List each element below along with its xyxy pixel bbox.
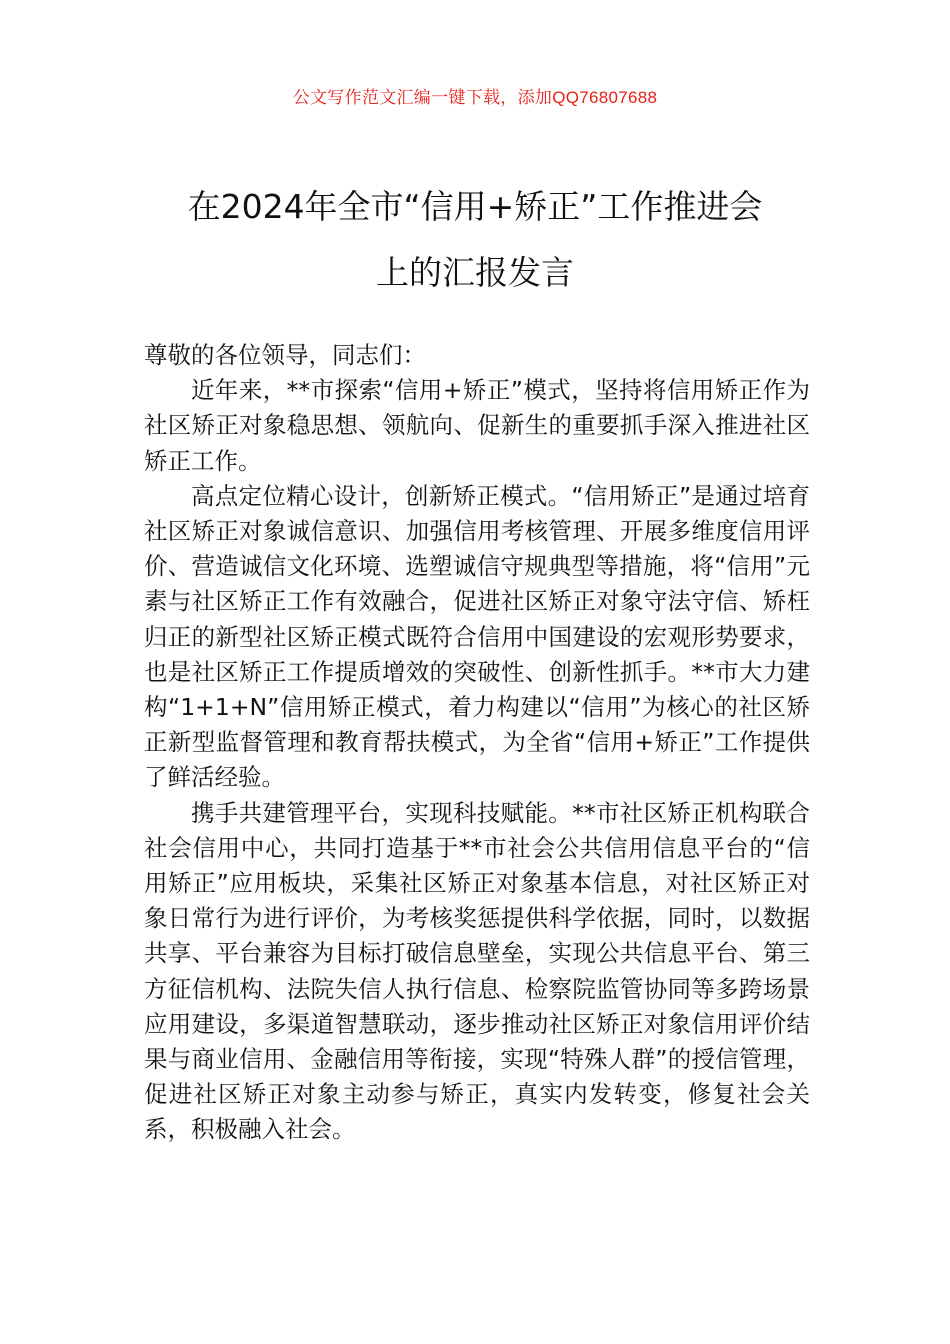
- document-body: [144, 338, 810, 1148]
- salutation: 尊敬的各位领导，同志们：: [144, 341, 426, 369]
- document-title: [100, 174, 850, 306]
- title-line-1: 在2024年全市“信用+矫正”工作推进会: [187, 187, 763, 226]
- paragraph-intro: 近年来，**市探索“信用+矫正”模式，坚持将信用矫正作为社区矫正对象稳思想、领航向、促新生的重要抓手深入推进社区矫正工作。: [144, 376, 810, 475]
- title-line-2: 上的汇报发言: [376, 253, 574, 292]
- paragraph-platform: 携手共建管理平台，实现科技赋能。**市社区矫正机构联合社会信用中心，共同打造基于**市社会公共信用信息平台的“信用矫正”应用板块，采集社区矫正对象基本信息，对社区矫正对象日常行为进行评价，为考核奖惩提供科学依据，同时，以数据共享、平台兼容为目标打破信息壁垒，实现公共信息平台、第三方征信机构、法院失信人执行信息、检察院监管协同等多跨场景应用建设，多渠道智慧联动，逐步推动社区矫正对象信用评价结果与商业信用、金融信用等衔接，实现“特殊人群”的授信管理，促进社区矫正对象主动参与矫正，真实内发转变，修复社会关系，积极融入社会。: [144, 798, 810, 1144]
- download-watermark-link[interactable]: 公文写作范文汇编一键下载，添加QQ76807688: [292, 88, 658, 107]
- paragraph-innovation-model: 高点定位精心设计，创新矫正模式。“信用矫正”是通过培育社区矫正对象诚信意识、加强信用考核管理、开展多维度信用评价、营造诚信文化环境、选塑诚信守规典型等措施，将“信用”元素与社区矫正工作有效融合，促进社区矫正对象守法守信、矫枉归正的新型社区矫正模式既符合信用中国建设的宏观形势要求，也是社区矫正工作提质增效的突破性、创新性抓手。**市大力建构“1+1+N”信用矫正模式，着力构建以“信用”为核心的社区矫正新型监督管理和教育帮扶模式，为全省“信用+矫正”工作提供了鲜活经验。: [144, 481, 810, 792]
